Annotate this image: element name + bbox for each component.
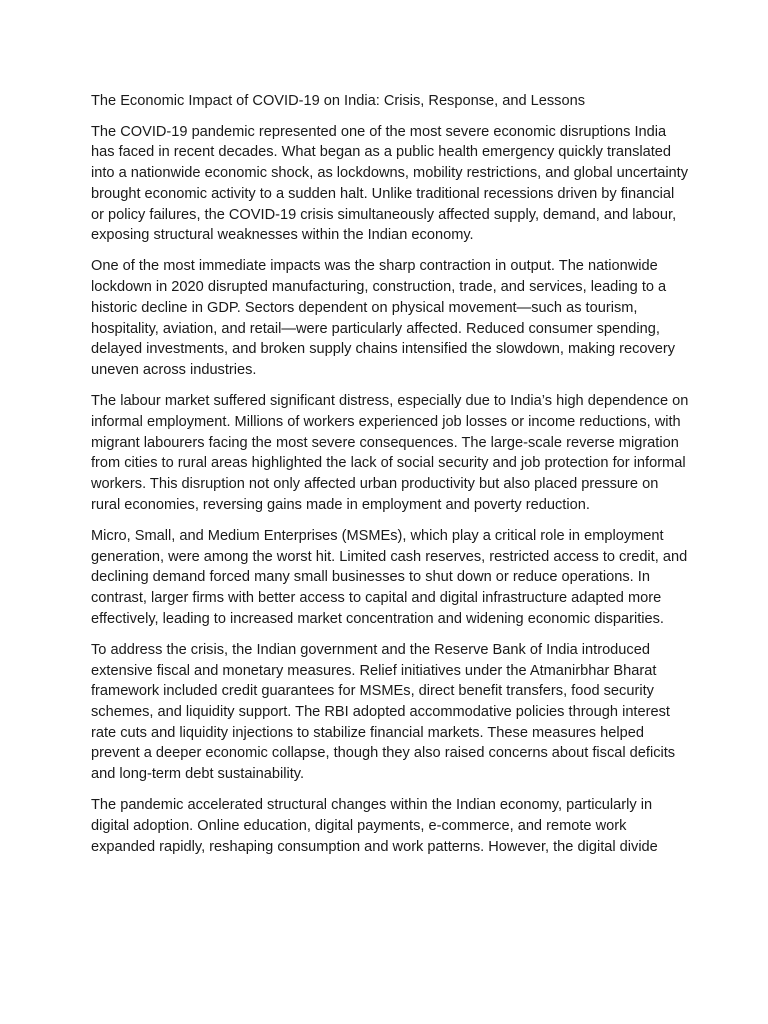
paragraph-6: The pandemic accelerated structural changes within the Indian economy, particularly in digital adoption. Online education, digital payments, e-commerce, and remote work expanded rapidly, reshaping consumption and work patterns. However, the digital divide xyxy=(91,797,658,855)
paragraph-3: The labour market suffered significant distress, especially due to India’s high dependence on informal employment. Millions of workers experienced job losses or income reductions, with migrant labourers facing the most severe consequences. The large-scale reverse migration from cities to rural areas highlighted the lack of social security and job protection for informal workers. This disruption not only affected urban productivity but also placed pressure on rural economies, reversing gains made in employment and poverty reduction. xyxy=(91,393,689,513)
paragraph-4: Micro, Small, and Medium Enterprises (MSMEs), which play a critical role in employment generation, were among the worst hit. Limited cash reserves, restricted access to credit, and declining demand forced many small businesses to shut down or reduce operations. In contrast, larger firms with better access to capital and digital infrastructure adapted more effectively, leading to increased market concentration and widening economic disparities. xyxy=(91,527,688,627)
document-title: The Economic Impact of COVID-19 on India: Crisis, Response, and Lessons xyxy=(91,93,585,109)
paragraph-1: The COVID-19 pandemic represented one of the most severe economic disruptions India has faced in recent decades. What began as a public health emergency quickly translated into a nationwide economic shock, as lockdowns, mobility restrictions, and global uncertainty brought economic activity to a sudden halt. Unlike traditional recessions driven by financial or policy failures, the COVID-19 crisis simultaneously affected supply, demand, and labour, exposing structural weaknesses within the Indian economy. xyxy=(91,123,689,244)
paragraph-5: To address the crisis, the Indian government and the Reserve Bank of India introduced extensive fiscal and monetary measures. Relief initiatives under the Atmanirbhar Bharat framework included credit guarantees for MSMEs, direct benefit transfers, food security schemes, and liquidity support. The RBI adopted accommodative policies through interest rate cuts and liquidity injections to stabilize financial markets. These measures helped prevent a deeper economic collapse, though they also raised concerns about fiscal deficits and long-term debt sustainability. xyxy=(91,641,676,783)
document-body xyxy=(91,91,691,868)
paragraph-2: One of the most immediate impacts was the sharp contraction in output. The nationwide lockdown in 2020 disrupted manufacturing, construction, trade, and services, leading to a historic decline in GDP. Sectors dependent on physical movement—such as tourism, hospitality, aviation, and retail—were particularly affected. Reduced consumer spending, delayed investments, and broken supply chains intensified the slowdown, making recovery uneven across industries. xyxy=(91,258,676,378)
